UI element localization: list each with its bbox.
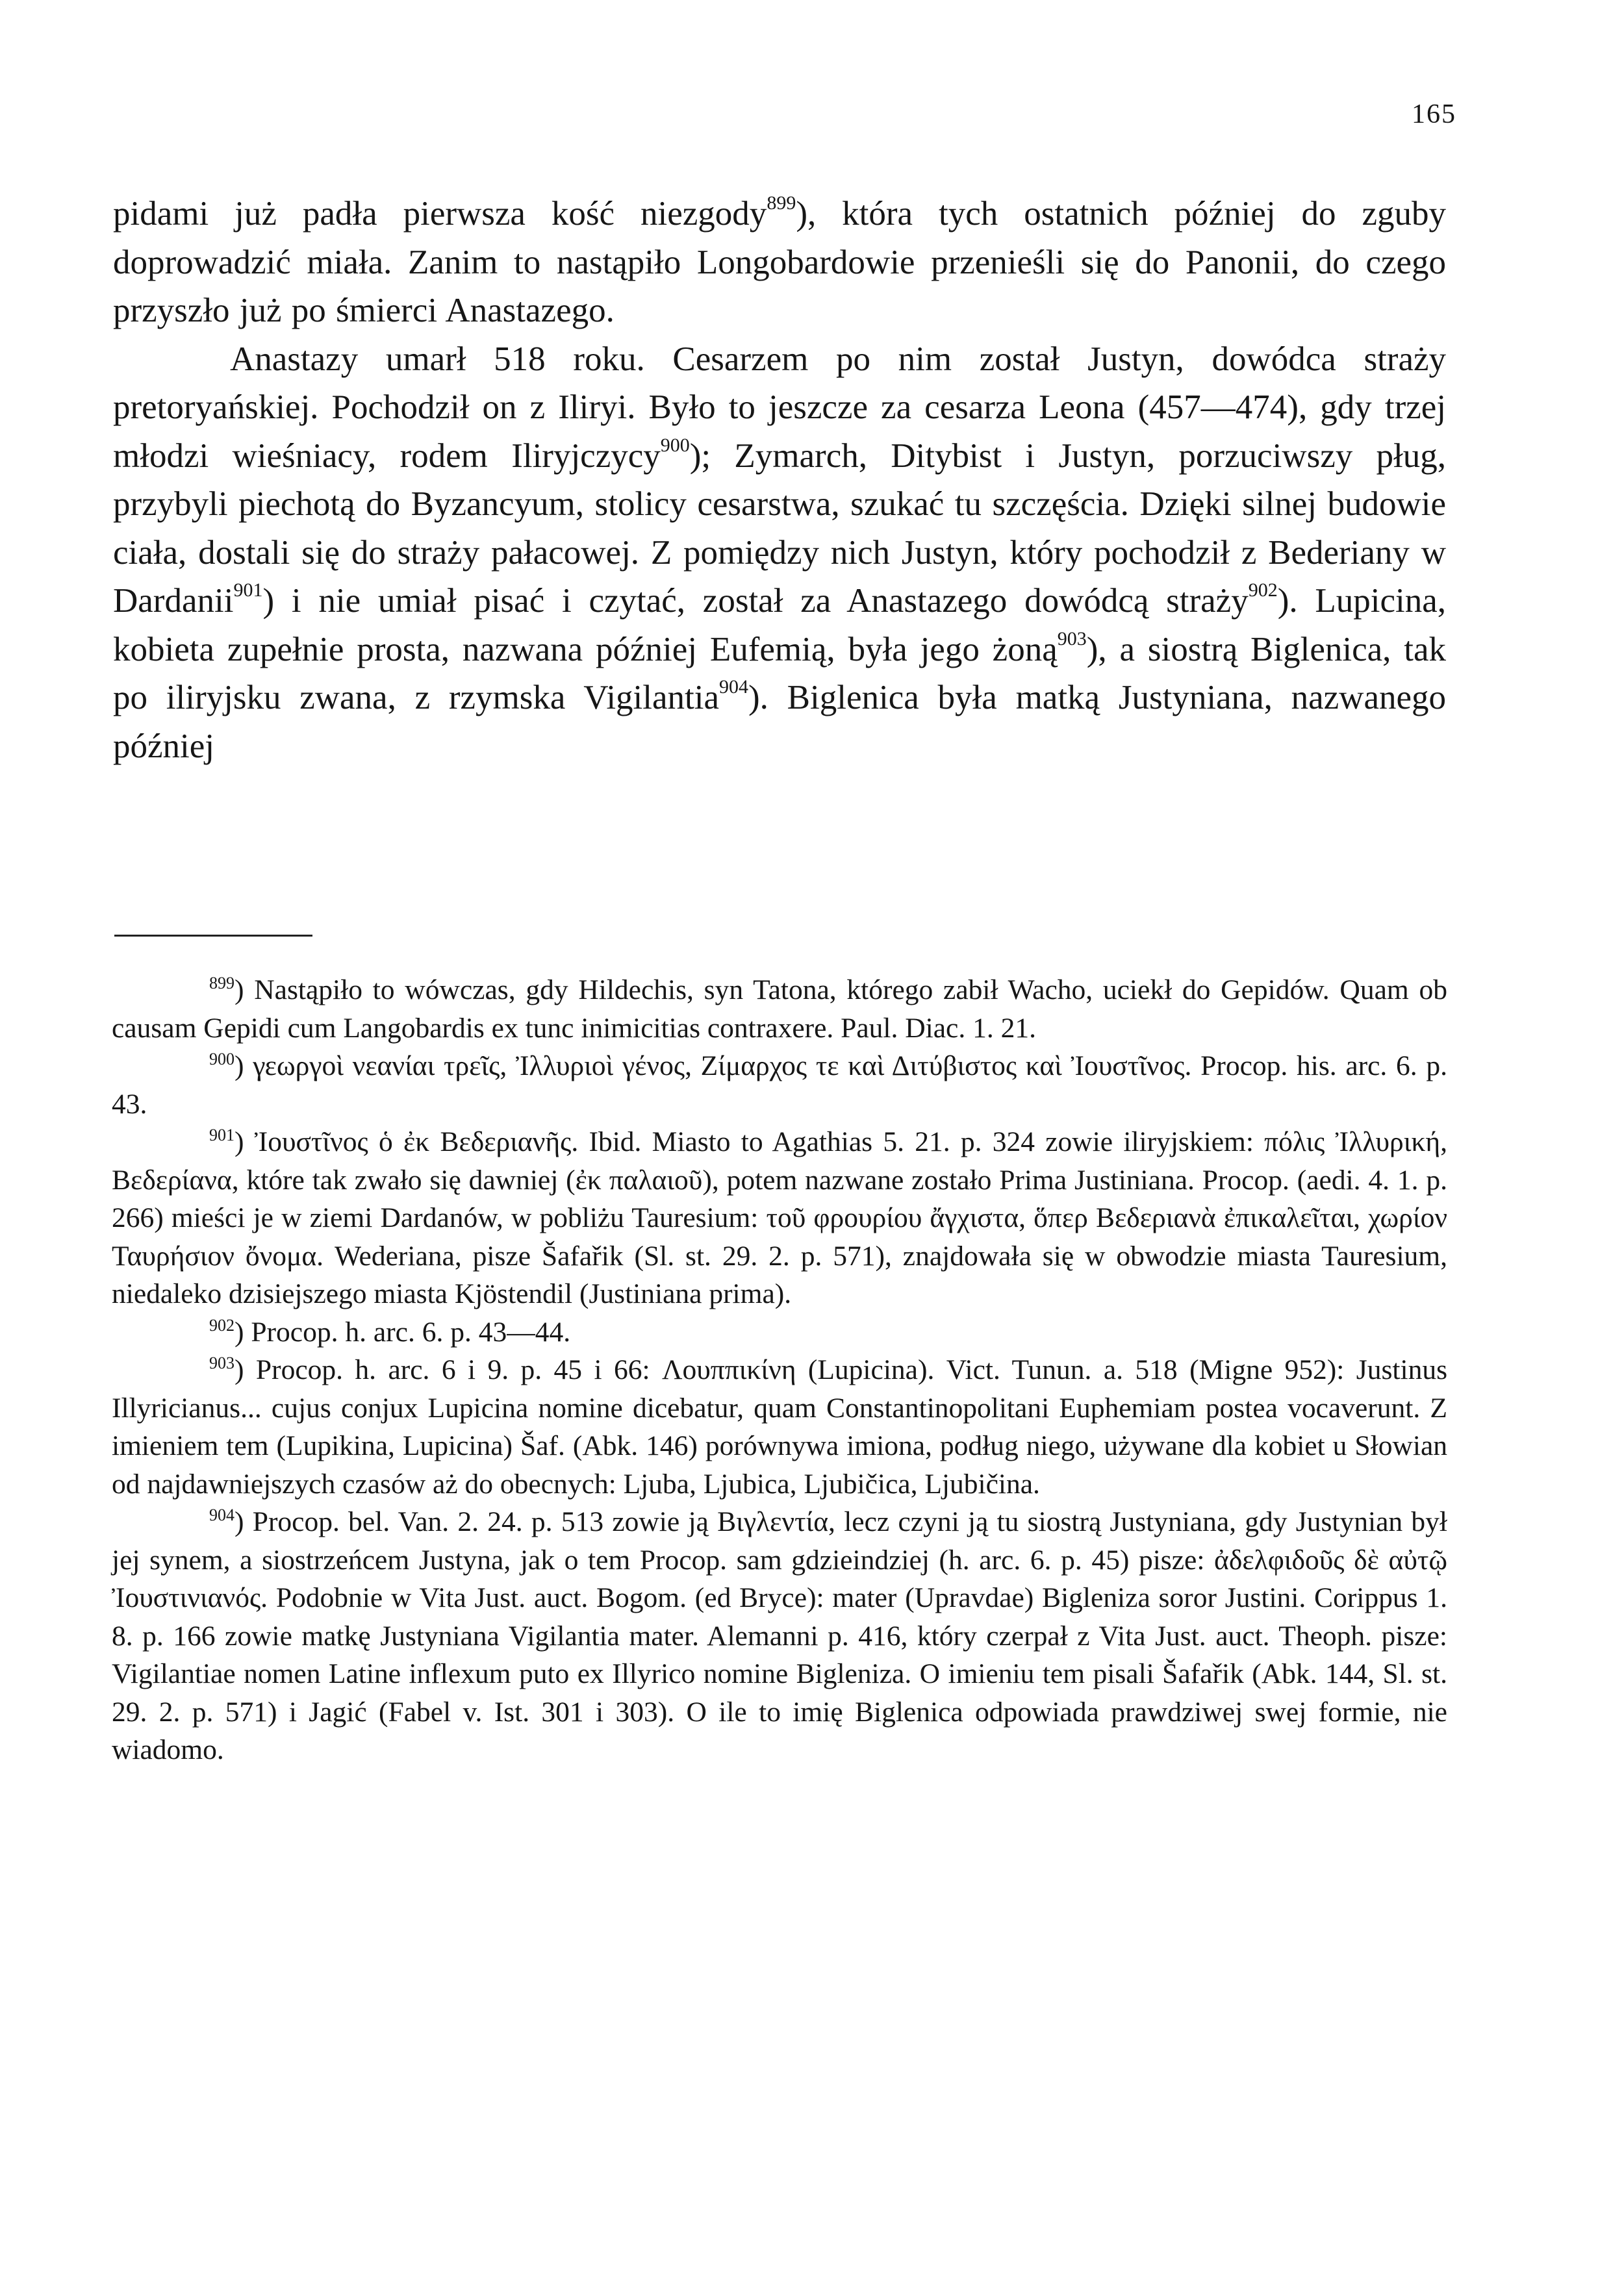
footnotes bbox=[112, 971, 1447, 1769]
footnote-marker: 900 bbox=[209, 1050, 235, 1068]
footnote-text: ) Procop. bel. Van. 2. 24. p. 513 zowie ją Βιγλεντία, lecz czyni ją tu siostrą Justyniana, gdy Justynian był jej synem, a siostrzeńcem Justyna, jak o tem Procop. sam gdzieindziej (h. arc. 6. p. 45) pisze: ἀδελφιδοῦς δὲ αὐτῷ Ἰουστινιανός. Podobnie w Vita Just. auct. Bogom. (ed Bryce): mater (Upravdae) Bigleniza soror Justini. Corippus 1. 8. p. 166 zowie matkę Justyniana Vigilantia mater. Alemanni p. 416, który czerpał z Vita Just. auct. Theoph. pisze: Vigilantiae nomen Latine inflexum puto ex Illyrico nomine Bigleniza. O imieniu tem pisali Šafařik (Abk. 144, Sl. st. 29. 2. p. 571) i Jagić (Fabel v. Ist. 301 i 303). O ile to imię Biglenica odpowiada prawdziwej swej formie, nie wiadomo. bbox=[112, 1506, 1447, 1765]
footnote-marker: 902 bbox=[209, 1315, 235, 1335]
footnote-text: ) γεωργοὶ νεανίαι τρεῖς, Ἰλλυριοὶ γένος, Ζίμαρχος τε καὶ Διτύβιστος καὶ Ἰουστῖνος. Procop. his. arc. 6. p. 43. bbox=[112, 1050, 1447, 1120]
paragraph-2 bbox=[113, 335, 1446, 771]
paragraph-2-text-e: ), a siostrą Biglenica, tak po iliryjsku zwana, z rzymska Vigilantia bbox=[113, 630, 1446, 716]
footnote-902 bbox=[112, 1313, 1447, 1352]
footnote-901 bbox=[112, 1123, 1447, 1313]
footnote-ref-901: 901 bbox=[233, 579, 263, 601]
footnote-marker: 904 bbox=[209, 1506, 235, 1524]
footnote-ref-904: 904 bbox=[719, 676, 749, 698]
paragraph-1-text-b: ), która tych ostatnich później do zguby doprowadzić miała. Zanim to nastąpiło Longobardowie przenieśli się do Panonii, do czego przyszło już po śmierci Anastazego. bbox=[113, 195, 1446, 329]
footnote-marker: 903 bbox=[209, 1354, 235, 1372]
footnote-text: ) Nastąpiło to wówczas, gdy Hildechis, syn Tatona, którego zabił Wacho, uciekł do Gepidów. Quam ob causam Gepidi cum Langobardis ex tunc inimicitias contraxere. Paul. Diac. 1. 21. bbox=[112, 974, 1447, 1044]
main-text bbox=[113, 190, 1446, 770]
paragraph-2-text-b: ); Zymarch, Ditybist i Justyn, porzuciwszy pług, przybyli piechotą do Byzancyum, stolicy cesarstwa, szukać tu szczęścia. Dzięki silnej budowie ciała, dostali się do straży pałacowej. Z pomiędzy nich Justyn, który pochodził z Bederiany w Dardanii bbox=[113, 436, 1446, 620]
paragraph-2-text-d: ). Lupicina, kobieta zupełnie prosta, nazwana później Eufemią, była jego żoną bbox=[113, 582, 1446, 668]
footnote-separator bbox=[114, 935, 312, 937]
footnote-text: ) Ἰουστῖνος ὁ ἐκ Βεδεριανῆς. Ibid. Miasto to Agathias 5. 21. p. 324 zowie iliryjskiem: πόλις Ἰλλυρική, Βεδερίανα, które tak zwało się dawniej (ἐκ παλαιοῦ), potem nazwane zostało Prima Justiniana. Procop. (aedi. 4. 1. p. 266) mieści je w ziemi Dardanów, w pobliżu Tauresium: τοῦ φρουρίου ἄγχιστα, ὅπερ Βεδεριανὰ ἐπικαλεῖται, χωρίον Ταυρήσιον ὄνομα. Wederiana, pisze Šafařik (Sl. st. 29. 2. p. 571), znajdowała się w obwodzie miasta Tauresium, niedaleko dzisiejszego miasta Kjöstendil (Justiniana prima). bbox=[112, 1126, 1447, 1309]
paragraph-2-text-a: Anastazy umarł 518 roku. Cesarzem po nim został Justyn, dowódca straży pretoryańskiej. Pochodził on z Iliryi. Było to jeszcze za cesarza Leona (457—474), gdy trzej młodzi wieśniacy, rodem Iliryjczycy bbox=[113, 340, 1446, 475]
paragraph-1-text-a: pidami już padła pierwsza kość niezgody bbox=[113, 195, 767, 233]
footnote-marker: 899 bbox=[209, 974, 235, 992]
footnote-903 bbox=[112, 1351, 1447, 1503]
footnote-marker: 901 bbox=[209, 1126, 235, 1144]
footnote-text: ) Procop. h. arc. 6. p. 43—44. bbox=[235, 1316, 571, 1348]
footnote-904 bbox=[112, 1503, 1447, 1769]
footnote-ref-903: 903 bbox=[1057, 627, 1087, 650]
paragraph-1 bbox=[113, 190, 1446, 335]
footnote-text: ) Procop. h. arc. 6 i 9. p. 45 i 66: Λουππικίνη (Lupicina). Vict. Tunun. a. 518 (Migne 952): Justinus Illyricianus... cujus conjux Lupicina nomine dicebatur, quam Constantinopolitani Euphemiam postea vocaverunt. Z imieniem tem (Lupikina, Lupicina) Šaf. (Abk. 146) porównywa imiona, podług niego, używane dla kobiet u Słowian od najdawniejszych czasów aż do obecnych: Ljuba, Ljubica, Ljubičica, Ljubičina. bbox=[112, 1354, 1447, 1500]
paragraph-2-text-f: ). Biglenica była matką Justyniana, nazwanego później bbox=[113, 679, 1446, 765]
page-number: 165 bbox=[1412, 99, 1456, 129]
paragraph-2-text-c: ) i nie umiał pisać i czytać, został za Anastazego dowódcą straży bbox=[262, 582, 1249, 620]
footnote-ref-902: 902 bbox=[1248, 579, 1278, 601]
footnote-900 bbox=[112, 1047, 1447, 1123]
footnote-899 bbox=[112, 971, 1447, 1047]
footnote-ref-899: 899 bbox=[767, 192, 796, 214]
footnote-ref-900: 900 bbox=[660, 434, 690, 456]
